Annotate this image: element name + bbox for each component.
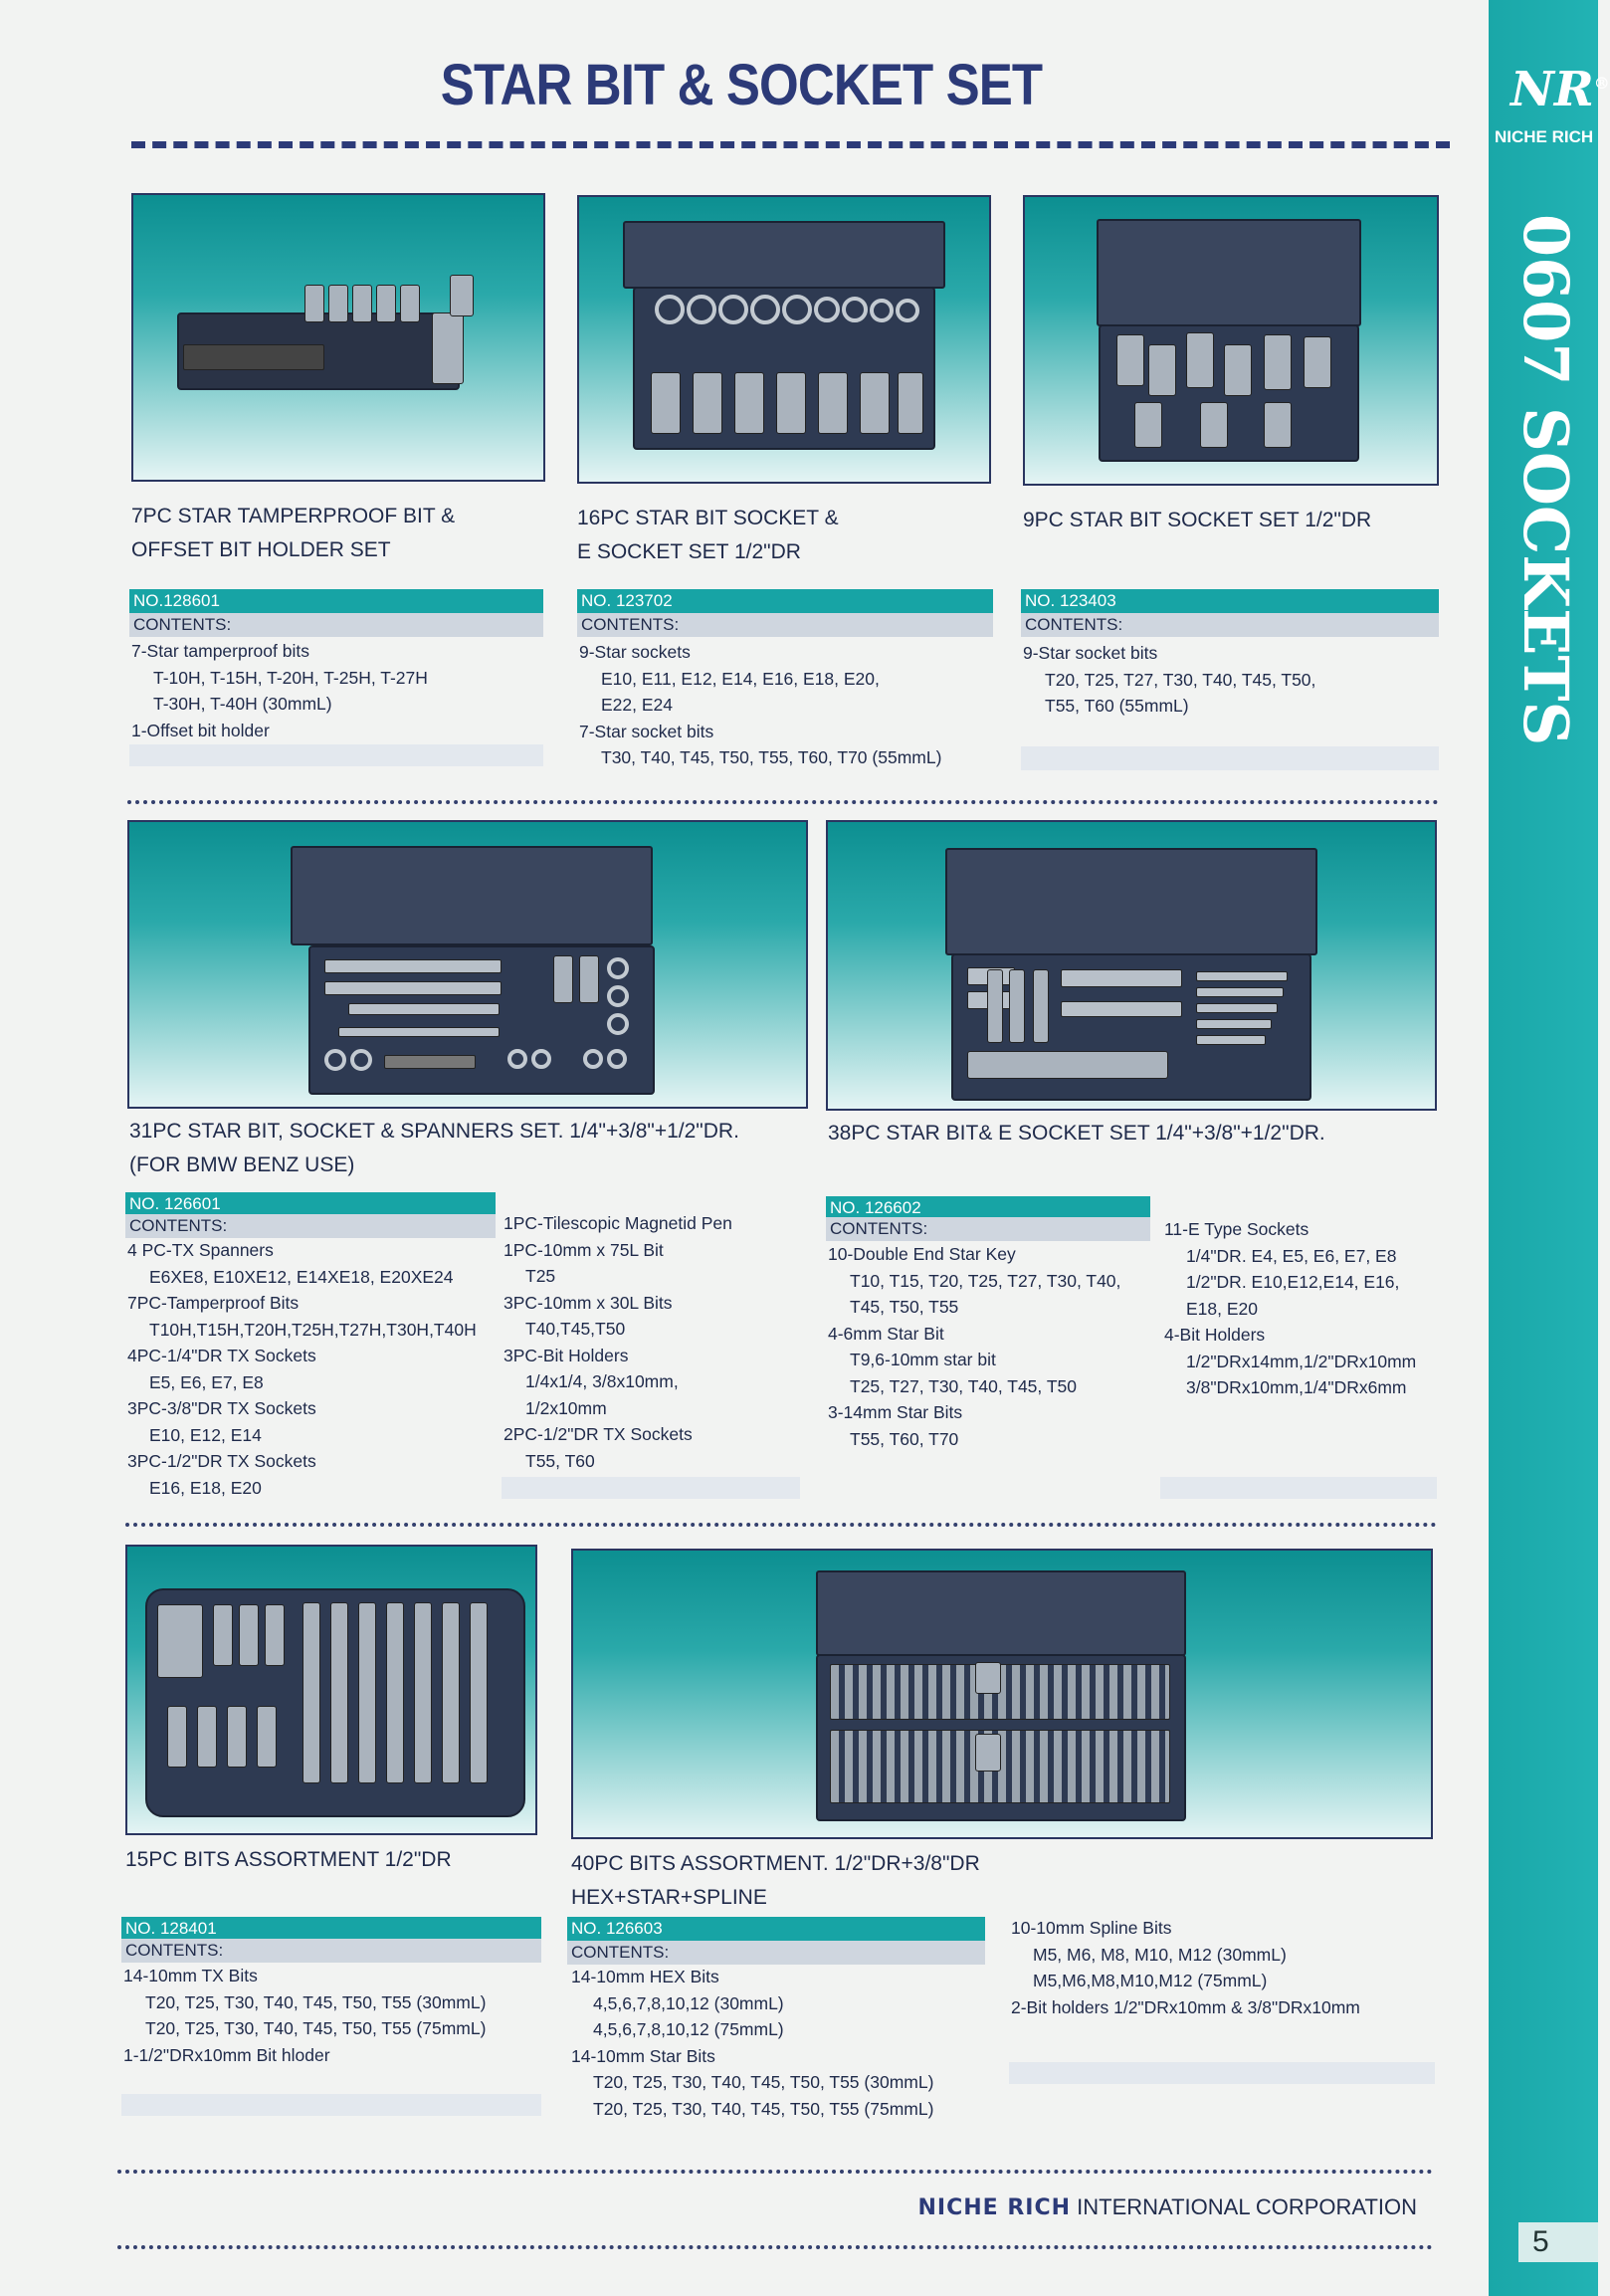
contents-line: T-30H, T-40H (30mmL): [153, 694, 332, 714]
product-number: NO. 126602: [826, 1196, 1150, 1220]
contents-list: [579, 639, 993, 771]
contents-line: 1/2x10mm: [525, 1397, 607, 1418]
contents-label: CONTENTS:: [577, 613, 993, 637]
contents-list: [131, 638, 543, 743]
contents-line: T55, T60, T70: [850, 1428, 959, 1449]
contents-list-2: [503, 1210, 802, 1474]
contents-line: 9-Star socket bits: [1023, 643, 1158, 663]
section-divider: [127, 800, 1439, 804]
contents-label: CONTENTS:: [826, 1217, 1150, 1241]
product-number: NO. 123702: [577, 589, 993, 613]
shade-row: [502, 1477, 800, 1499]
product-title: 40PC BITS ASSORTMENT. 1/2"DR+3/8"DR HEX+STAR+SPLINE: [571, 1852, 980, 1909]
product-photo: [127, 820, 808, 1109]
contents-line: 1PC-Tilescopic Magnetid Pen: [503, 1213, 732, 1233]
contents-label: CONTENTS:: [125, 1214, 496, 1238]
contents-line: 4-6mm Star Bit: [828, 1323, 944, 1344]
contents-line: T20, T25, T30, T40, T45, T50, T55 (30mmL): [593, 2072, 934, 2092]
contents-line: 1/4"DR. E4, E5, E6, E7, E8: [1186, 1245, 1397, 1266]
contents-line: 7PC-Tamperproof Bits: [127, 1293, 300, 1313]
contents-line: T30, T40, T45, T50, T55, T60, T70 (55mmL): [601, 747, 942, 767]
footer-divider: [117, 2170, 1433, 2174]
contents-line: 14-10mm TX Bits: [123, 1966, 258, 1985]
footer-company: NICHE RICH INTERNATIONAL CORPORATION: [917, 2194, 1417, 2220]
contents-list-2: [1164, 1216, 1435, 1401]
product-photo: [571, 1549, 1433, 1839]
contents-line: 1/2"DRx14mm,1/2"DRx10mm: [1186, 1351, 1417, 1371]
contents-line: 4,5,6,7,8,10,12 (75mmL): [593, 2019, 784, 2039]
contents-line: 3PC-1/2"DR TX Sockets: [127, 1451, 316, 1471]
product-photo: [131, 193, 545, 482]
contents-line: T45, T50, T55: [850, 1297, 959, 1317]
contents-label: CONTENTS:: [129, 613, 543, 637]
contents-line: T20, T25, T30, T40, T45, T50, T55 (75mmL): [145, 2018, 487, 2038]
contents-line: E5, E6, E7, E8: [149, 1371, 264, 1392]
contents-line: T9,6-10mm star bit: [850, 1350, 996, 1369]
contents-line: 14-10mm HEX Bits: [571, 1967, 719, 1986]
product-photo: [1023, 195, 1439, 486]
product-number: NO. 123403: [1021, 589, 1439, 613]
contents-list: [123, 1963, 539, 2068]
contents-line: 7-Star socket bits: [579, 721, 714, 741]
product-title: 9PC STAR BIT SOCKET SET 1/2"DR: [1023, 509, 1372, 531]
contents-line: M5, M6, M8, M10, M12 (30mmL): [1033, 1944, 1287, 1965]
product-title: 38PC STAR BIT& E SOCKET SET 1/4"+3/8"+1/2"DR.: [828, 1122, 1325, 1145]
contents-line: 3PC-10mm x 30L Bits: [503, 1292, 673, 1313]
contents-line: E10, E12, E14: [149, 1424, 262, 1445]
contents-line: 11-E Type Sockets: [1164, 1219, 1309, 1239]
shade-row: [121, 2094, 541, 2116]
contents-line: E18, E20: [1186, 1298, 1258, 1319]
contents-label: CONTENTS:: [121, 1939, 541, 1963]
contents-line: 1-1/2"DRx10mm Bit hloder: [123, 2044, 330, 2065]
product-number: NO.128601: [129, 589, 543, 613]
contents-line: 1/4x1/4, 3/8x10mm,: [525, 1371, 679, 1391]
contents-line: 4 PC-TX Spanners: [127, 1240, 274, 1260]
contents-line: 9-Star sockets: [579, 642, 691, 662]
contents-line: 3/8"DRx10mm,1/4"DRx6mm: [1186, 1377, 1407, 1397]
title-divider: [131, 141, 1450, 148]
contents-line: 2PC-1/2"DR TX Sockets: [503, 1424, 693, 1444]
page-number: 5: [1518, 2222, 1598, 2262]
product-title: 16PC STAR BIT SOCKET & E SOCKET SET 1/2"DR: [577, 507, 839, 563]
contents-line: 2-Bit holders 1/2"DRx10mm & 3/8"DRx10mm: [1011, 1996, 1360, 2017]
contents-list: [571, 1964, 985, 2122]
contents-line: T55, T60 (55mmL): [1045, 696, 1189, 716]
contents-line: E6XE8, E10XE12, E14XE18, E20XE24: [149, 1266, 454, 1287]
contents-line: 1-Offset bit holder: [131, 720, 270, 740]
product-number: NO. 128401: [121, 1917, 541, 1941]
contents-label: CONTENTS:: [1021, 613, 1439, 637]
contents-line: T-10H, T-15H, T-20H, T-25H, T-27H: [153, 667, 428, 688]
contents-line: 4,5,6,7,8,10,12 (30mmL): [593, 1992, 784, 2013]
contents-line: 10-Double End Star Key: [828, 1244, 1016, 1264]
product-title: 7PC STAR TAMPERPROOF BIT & OFFSET BIT HOLDER SET: [131, 505, 456, 561]
contents-line: E10, E11, E12, E14, E16, E18, E20,: [601, 668, 880, 689]
contents-line: T20, T25, T27, T30, T40, T45, T50,: [1045, 669, 1316, 690]
contents-line: T40,T45,T50: [525, 1319, 626, 1339]
contents-line: E22, E24: [601, 695, 673, 715]
contents-list-2: [1011, 1915, 1437, 2020]
page-title: STAR BIT & SOCKET SET: [440, 53, 1043, 117]
contents-line: 10-10mm Spline Bits: [1011, 1918, 1172, 1938]
contents-line: E16, E18, E20: [149, 1477, 262, 1498]
contents-line: 7-Star tamperproof bits: [131, 641, 309, 661]
product-title: 15PC BITS ASSORTMENT 1/2"DR: [125, 1848, 452, 1871]
section-label: 0607 SOCKETS: [1509, 214, 1582, 746]
product-photo: [125, 1545, 537, 1835]
shade-row: [1021, 746, 1439, 770]
contents-line: T10, T15, T20, T25, T27, T30, T40,: [850, 1270, 1121, 1291]
contents-list: [828, 1241, 1148, 1452]
product-title: 31PC STAR BIT, SOCKET & SPANNERS SET. 1/4"+3/8"+1/2"DR. (FOR BMW BENZ USE): [129, 1120, 739, 1176]
contents-list: [127, 1237, 496, 1501]
footer-divider: [117, 2245, 1433, 2249]
product-photo: [577, 195, 991, 484]
product-photo: [826, 820, 1437, 1111]
product-number: NO. 126601: [125, 1192, 496, 1216]
contents-line: 3-14mm Star Bits: [828, 1402, 963, 1422]
contents-line: 3PC-Bit Holders: [503, 1345, 629, 1365]
contents-line: T20, T25, T30, T40, T45, T50, T55 (75mmL): [593, 2098, 934, 2119]
section-divider: [125, 1523, 1437, 1527]
product-number: NO. 126603: [567, 1917, 985, 1941]
shade-row: [129, 744, 543, 766]
contents-line: T55, T60: [525, 1450, 595, 1471]
contents-line: T20, T25, T30, T40, T45, T50, T55 (30mmL): [145, 1991, 487, 2012]
contents-line: 1PC-10mm x 75L Bit: [503, 1239, 664, 1260]
contents-line: T25, T27, T30, T40, T45, T50: [850, 1375, 1077, 1396]
brand-logo: NR®: [1510, 62, 1610, 117]
contents-label: CONTENTS:: [567, 1941, 985, 1965]
contents-line: T25: [525, 1266, 556, 1286]
contents-line: M5,M6,M8,M10,M12 (75mmL): [1033, 1971, 1268, 1990]
contents-line: 14-10mm Star Bits: [571, 2045, 715, 2066]
contents-line: 4PC-1/4"DR TX Sockets: [127, 1346, 316, 1365]
brand-name: NICHE RICH: [1495, 127, 1594, 146]
contents-line: T10H,T15H,T20H,T25H,T27H,T30H,T40H: [149, 1319, 477, 1340]
shade-row: [1009, 2062, 1435, 2084]
contents-line: 3PC-3/8"DR TX Sockets: [127, 1398, 316, 1418]
contents-list: [1023, 640, 1439, 720]
contents-line: 1/2"DR. E10,E12,E14, E16,: [1186, 1272, 1400, 1292]
contents-line: 4-Bit Holders: [1164, 1325, 1266, 1345]
shade-row: [1160, 1477, 1437, 1499]
